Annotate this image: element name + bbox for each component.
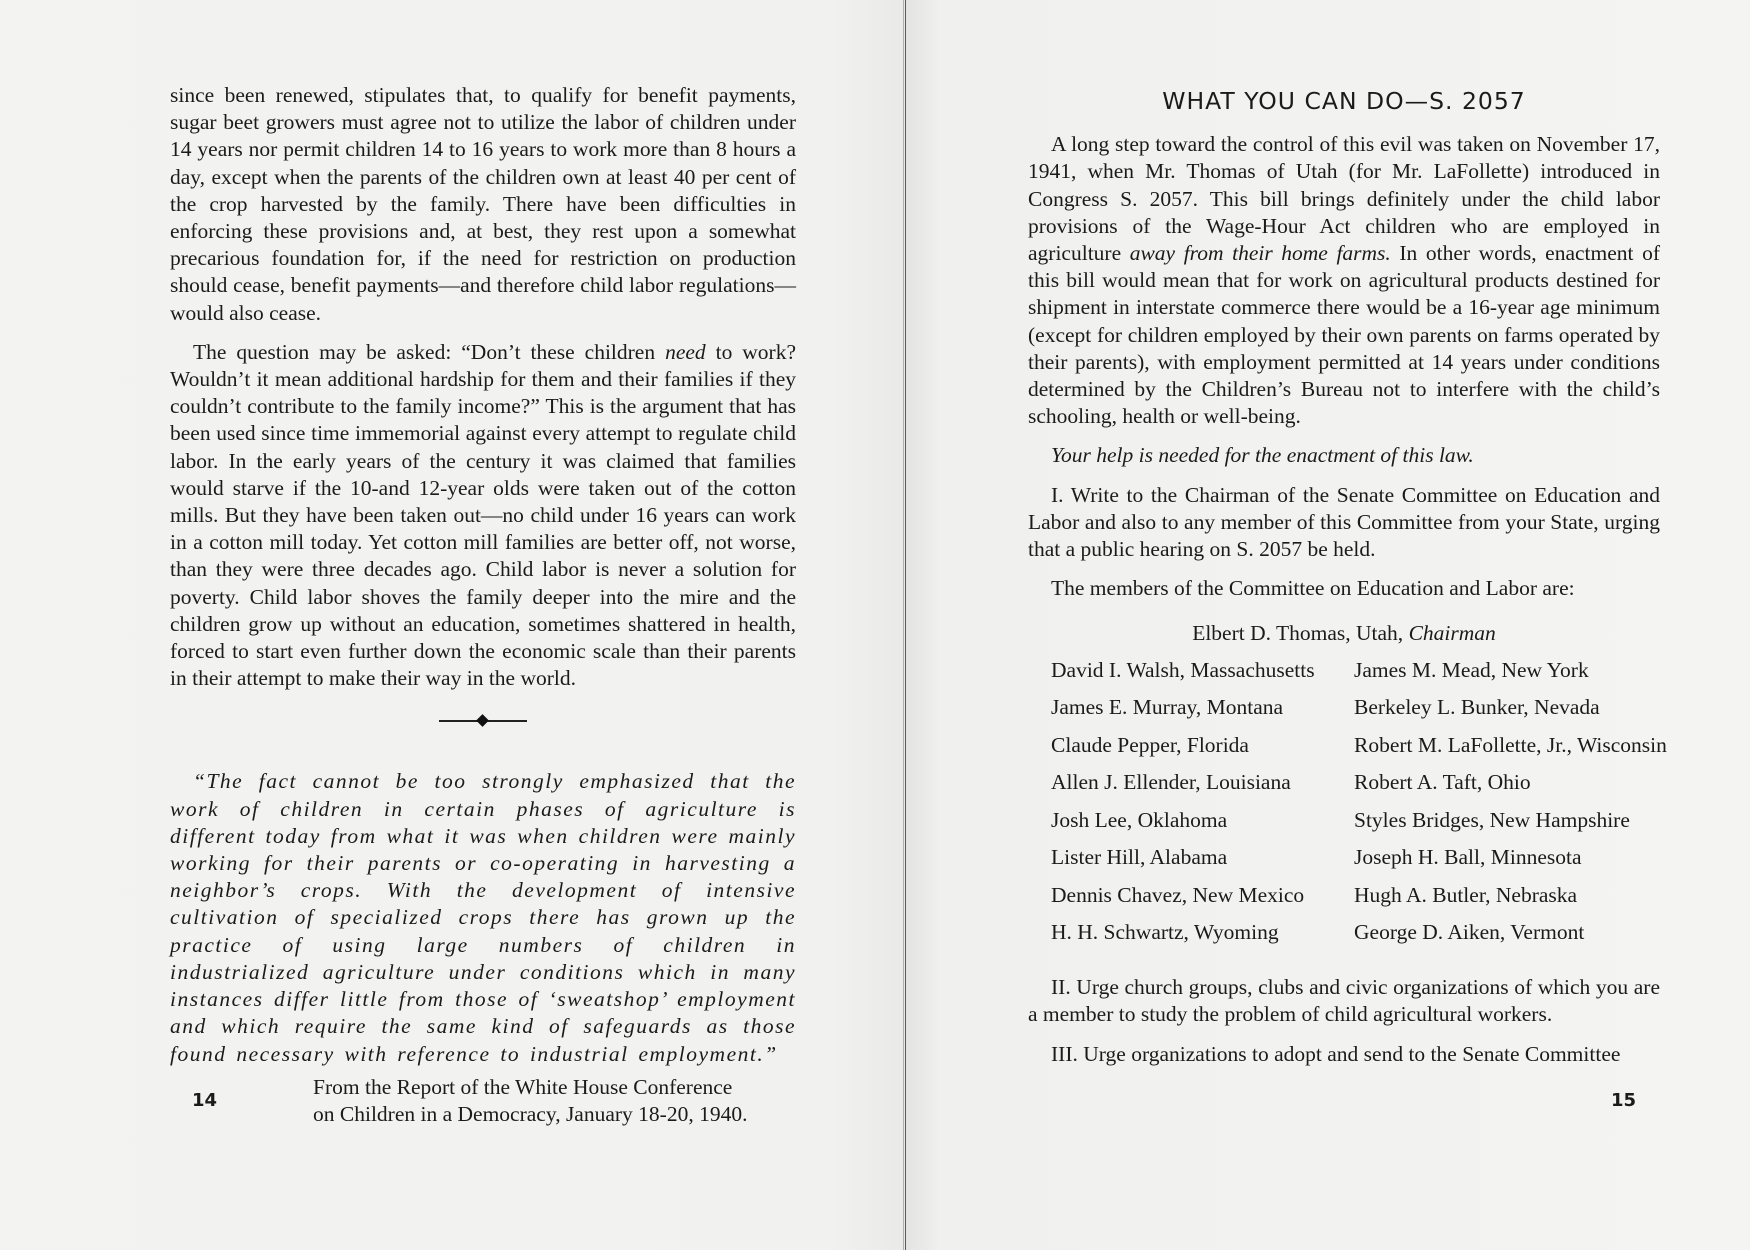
action-step-1: I. Write to the Chairman of the Senate Committee on Education and Labor and also to any member of this Committee from your State, urging that a public hearing on S. 2057 be held. (1028, 482, 1660, 562)
action-step-3: III. Urge organizations to adopt and send to the Senate Committee (1051, 1041, 1621, 1066)
member-name: Berkeley L. Bunker, Nevada (1354, 695, 1600, 720)
paragraph-benefit-payments: since been renewed, stipulates that, to qualify for benefit payments, sugar beet growers must agree not to utilize the labor of children under 14 years nor permit children 14 to 16 years to work more than 8 hours a day, except when the parents of the children own at least 40 per cent of the crop harvested by the family. There have been difficulties in enforcing these provisions and, at best, they rest upon a somewhat precarious foundation for, if the need for restriction on production should cease, benefit payments—and therefore child labor regulations—would also cease. (170, 83, 796, 325)
member-name: H. H. Schwartz, Wyoming (1051, 920, 1279, 945)
member-name: David I. Walsh, Massachusetts (1051, 657, 1315, 682)
diamond-icon (476, 715, 489, 728)
help-needed-line: Your help is needed for the enactment of this law. (1051, 443, 1474, 468)
page-number-right: 15 (1611, 1090, 1637, 1111)
action-step-2: II. Urge church groups, clubs and civic organizations of which you are a member to study the problem of child agricultural workers. (1028, 975, 1660, 1027)
right-page-body (1028, 87, 1667, 1068)
page-number-left: 14 (192, 1090, 218, 1111)
paragraph-bill-intro: A long step toward the control of this evil was taken on November 17, 1941, when Mr. Thomas of Utah (for Mr. LaFollette) introduced in Congress S. 2057. This bill brings definitely under the child labor provisions of the Wage-Hour Act children who are employed in agriculture away from their home farms. In other words, enactment of this bill would mean that for work on agricultural products destined for shipment in interstate commerce there would be a 16-year age minimum (except for children employed by their own parents on farms operated by their parents), with employment permitted at 14 years under conditions determined by the Children’s Bureau not to interfere with the child’s schooling, health or well-being. (1028, 132, 1661, 429)
member-name: George D. Aiken, Vermont (1354, 920, 1585, 945)
right-page (906, 0, 1750, 1250)
member-name: James M. Mead, New York (1354, 657, 1589, 682)
member-name: Styles Bridges, New Hampshire (1354, 807, 1630, 832)
committee-chairman: Elbert D. Thomas, Utah, Chairman (1192, 621, 1496, 646)
member-name: Hugh A. Butler, Nebraska (1354, 882, 1578, 907)
left-page-body (170, 82, 796, 1128)
member-name: Lister Hill, Alabama (1051, 845, 1228, 870)
block-quote (170, 768, 796, 1067)
member-name: Robert A. Taft, Ohio (1354, 770, 1531, 795)
member-name: Allen J. Ellender, Louisiana (1051, 770, 1291, 795)
quote-source-line-1: From the Report of the White House Conference (313, 1074, 733, 1099)
page-title: WHAT YOU CAN DO—S. 2057 (1162, 87, 1526, 115)
quote-text: “The fact cannot be too strongly emphasized that the work of children in certain phases of agriculture is different today from what it was when children were mainly working for their parents or co-operating in harvesting a neighbor’s crops. With the development of intensive cultivation of specialized crops there has grown up the practice of using large numbers of children in industrialized agriculture under conditions which in many instances differ little from those of ‘sweatshop’ employment and which require the same kind of safeguards as those found necessary with reference to industrial employment.” (170, 769, 796, 1066)
section-divider-ornament (439, 716, 527, 726)
member-name: Robert M. LaFollette, Jr., Wisconsin (1354, 732, 1667, 757)
member-name: Claude Pepper, Florida (1051, 732, 1249, 757)
gutter-shadow (903, 0, 904, 1250)
quote-source (313, 1074, 796, 1128)
quote-source-line-2: on Children in a Democracy, January 18-20, 1940. (313, 1101, 748, 1126)
member-name: Josh Lee, Oklahoma (1051, 807, 1228, 832)
member-name: Joseph H. Ball, Minnesota (1354, 845, 1582, 870)
committee-members-list (1051, 656, 1667, 947)
member-name: Dennis Chavez, New Mexico (1051, 882, 1305, 907)
members-intro: The members of the Committee on Education and Labor are: (1051, 576, 1575, 601)
paragraph-child-labor-argument: The question may be asked: “Don’t these children need to work? Wouldn’t it mean additional hardship for them and their families if they couldn’t contribute to the family income?” This is the argument that has been used since time immemorial against every attempt to regulate child labor. In the early years of the century it was claimed that families would starve if the 10-and 12-year olds were taken out of the cotton mills. But they have been taken out—no child under 16 years can work in a cotton mill today. Yet cotton mill families are better off, not worse, than they were three decades ago. Child labor is never a solution for poverty. Child labor shoves the family deeper into the mire and the children grow up without an education, sometimes shattered in health, forced to start even further down the economic scale than their parents in their attempt to make their way in the world. (170, 339, 797, 691)
member-name: James E. Murray, Montana (1051, 695, 1284, 720)
